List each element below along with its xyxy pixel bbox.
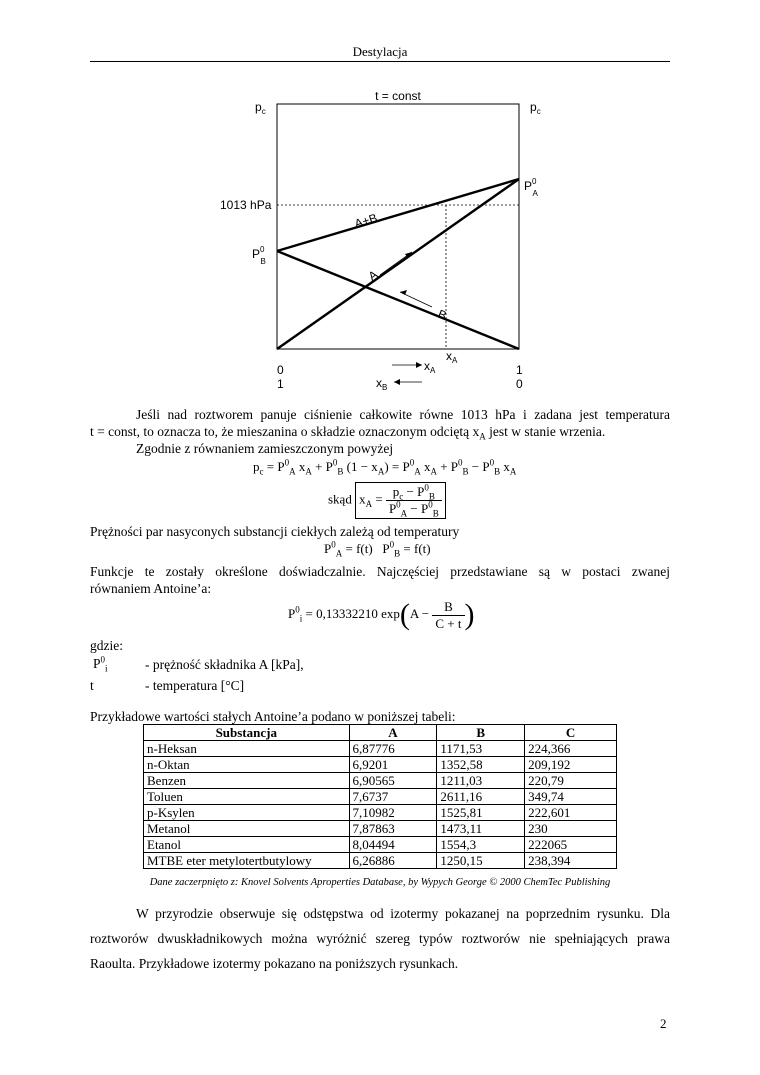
table-header-row <box>144 725 617 741</box>
table-row <box>144 805 617 821</box>
table-cell: 1352,58 <box>437 757 525 773</box>
table-cell: 8,04494 <box>349 837 437 853</box>
equation-raoult: $p_c = P^0_A$ $x_A + P^0_B$ $(1 - x_A) = P^0_A$ $x_A + P^0_B - P^0_B$ $x_A$ <box>253 457 517 477</box>
table-cell: 230 <box>525 821 617 837</box>
pc-right-label: $p_c$ <box>530 100 541 116</box>
running-header: Destylacja <box>352 44 408 59</box>
table-cell: 1554,3 <box>437 837 525 853</box>
table-row <box>144 837 617 853</box>
x1b-label: 0 <box>516 377 523 391</box>
table-cell: 1525,81 <box>437 805 525 821</box>
equation-antoine: $P^0_i = 0,13332210$ exp(A − $\frac{B}{C + t}$ ) <box>288 598 475 631</box>
line-a-plus-b <box>277 179 519 251</box>
table-cell: 7,6737 <box>349 789 437 805</box>
x1-label: 1 <box>516 363 523 377</box>
table-row <box>144 789 617 805</box>
table-cell: 238,394 <box>525 853 617 869</box>
para-5-line-2: roztworów dwuskładnikowych można wyróżnić szereg typów roztworów nie spełniających prawa <box>90 931 670 946</box>
def-t-text: - temperatura [°C] <box>145 678 245 693</box>
line-ab-label: A+B <box>352 210 379 231</box>
table-cell: 224,366 <box>525 741 617 757</box>
line-b <box>277 251 519 349</box>
table-row <box>144 853 617 869</box>
equation-functions: $P^0_A = f(t) P^0_B = f(t)$ <box>324 539 431 559</box>
table-row <box>144 757 617 773</box>
table-cell: Etanol <box>144 837 350 853</box>
xa-mark-label: $x_A$ <box>446 349 458 365</box>
xa-axis-label: $x_A$ <box>424 359 436 375</box>
header-rule <box>90 61 670 62</box>
table-cell: 220,79 <box>525 773 617 789</box>
table-cell: n-Oktan <box>144 757 350 773</box>
table-cell: 6,90565 <box>349 773 437 789</box>
x0-label: 0 <box>277 363 284 377</box>
table-cell: 6,9201 <box>349 757 437 773</box>
table-header: Substancja <box>144 725 350 741</box>
gdzie-label: gdzie: <box>90 638 123 653</box>
table-cell: 6,87776 <box>349 741 437 757</box>
table-cell: 6,26886 <box>349 853 437 869</box>
line-a-label: A <box>365 267 381 284</box>
table-cell: 1473,11 <box>437 821 525 837</box>
para-4-line-2: równaniem Antoine’a: <box>90 581 212 596</box>
table-cell: 349,74 <box>525 789 617 805</box>
diagram-title: t = const <box>375 89 421 103</box>
def-pi-text: - prężność składnika A [kPa], <box>145 657 304 672</box>
table-cell: MTBE eter metylotertbutylowy <box>144 853 350 869</box>
pc-left-label: $p_c$ <box>255 100 266 116</box>
table-cell: 2611,16 <box>437 789 525 805</box>
table-row <box>144 821 617 837</box>
p1013-label: 1013 hPa <box>220 198 272 212</box>
table-cell: 209,192 <box>525 757 617 773</box>
x0b-label: 1 <box>277 377 284 391</box>
table-cell: 7,87863 <box>349 821 437 837</box>
table-row <box>144 741 617 757</box>
para-3: Prężności par nasyconych substancji ciekłych zależą od temperatury <box>90 524 460 539</box>
isotherm-diagram <box>200 85 560 395</box>
arrow-b-head <box>400 290 407 295</box>
table-header: B <box>437 725 525 741</box>
table-cell: 222,601 <box>525 805 617 821</box>
table-intro: Przykładowe wartości stałych Antoine’a podano w poniższej tabeli: <box>90 709 456 724</box>
line-a <box>277 179 519 349</box>
table-cell: Benzen <box>144 773 350 789</box>
line-b-label: B <box>435 306 449 323</box>
equation-xa-box: $x_A$ = $\frac{p_c - P^0_B}{P^0_A - P^0_B}$ <box>355 482 446 519</box>
para-1-line-1: Jeśli nad roztworem panuje ciśnienie całkowite równe 1013 hPa i zadana jest temperatura <box>136 407 670 422</box>
table-cell: 1250,15 <box>437 853 525 869</box>
pa0-label: $P^0$ A <box>524 177 538 198</box>
table-header: A <box>349 725 437 741</box>
xb-axis-label: $x_B$ <box>376 376 388 392</box>
table-cell: n-Heksan <box>144 741 350 757</box>
arrow-xb-head <box>394 379 400 385</box>
arrow-xa-head <box>416 362 422 368</box>
table-cell: 7,10982 <box>349 805 437 821</box>
equation-xa <box>328 482 446 519</box>
para-5-line-3: Raoulta. Przykładowe izotermy pokazano na poniższych rysunkach. <box>90 956 459 971</box>
def-pi-symbol: $P^0_i$ <box>93 654 108 674</box>
table-cell: 1171,53 <box>437 741 525 757</box>
table-row <box>144 773 617 789</box>
table-cell: 1211,03 <box>437 773 525 789</box>
table-cell: p-Ksylen <box>144 805 350 821</box>
para-4-line-1: Funkcje te zostały określone doświadczalnie. Najczęściej przedstawiane są w postaci zwanej <box>90 564 670 579</box>
skad-label: skąd <box>328 491 352 507</box>
table-caption: Dane zaczerpnięto z: Knovel Solvents Aproperties Database, by Wypych George © 2000 ChemTec Publishing <box>149 877 611 888</box>
pb0-label: $P^0$ B <box>252 245 266 266</box>
plot-frame <box>277 104 519 349</box>
para-2: Zgodnie z równaniem zamieszczonym powyżej <box>136 441 394 456</box>
table-cell: 222065 <box>525 837 617 853</box>
def-t-symbol: t <box>90 678 94 693</box>
para-1-line-2: t = const, to oznacza to, że mieszanina o składzie oznaczonym odciętą $x_A$ jest w stanie wrzenia. <box>90 424 606 442</box>
table-cell: Toluen <box>144 789 350 805</box>
table-cell: Metanol <box>144 821 350 837</box>
table-header: C <box>525 725 617 741</box>
para-5-line-1: W przyrodzie obserwuje się odstępstwa od izotermy pokazanej na poprzednim rysunku. Dla <box>136 906 670 921</box>
antoine-table <box>143 724 617 869</box>
page-number: 2 <box>660 1016 667 1031</box>
